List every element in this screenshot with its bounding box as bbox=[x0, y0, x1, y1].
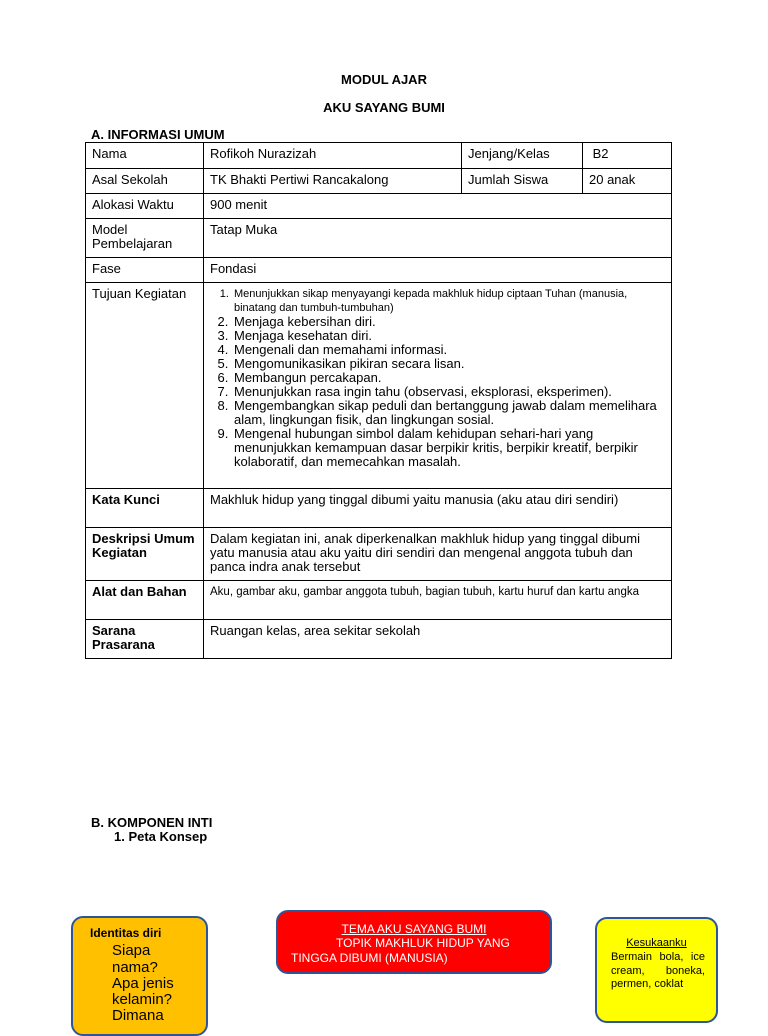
table-row bbox=[86, 620, 672, 659]
alokasi-value: 900 menit bbox=[204, 194, 672, 219]
alat-value: Aku, gambar aku, gambar anggota tubuh, bagian tubuh, kartu huruf dan kartu angka bbox=[204, 581, 672, 620]
identitas-box bbox=[71, 916, 208, 1036]
section-b1-heading: 1. Peta Konsep bbox=[114, 829, 208, 844]
list-item: 8. Mengembangkan sikap peduli dan bertanggung jawab dalam memelihara alam, lingkungan fisik, dan lingkungan sosial. bbox=[232, 399, 665, 427]
list-item: 2. Menjaga kebersihan diri. bbox=[232, 315, 665, 329]
general-info-table bbox=[85, 142, 672, 659]
jumlah-label: Jumlah Siswa bbox=[462, 169, 583, 194]
list-item: 4. Mengenali dan memahami informasi. bbox=[232, 343, 665, 357]
section-a-heading: A. INFORMASI UMUM bbox=[91, 127, 225, 142]
table-row bbox=[86, 283, 672, 489]
table-row bbox=[86, 143, 672, 169]
list-item: 7. Menunjukkan rasa ingin tahu (observasi, eksplorasi, eksperimen). bbox=[232, 385, 665, 399]
list-item: 3. Menjaga kesehatan diri. bbox=[232, 329, 665, 343]
kesukaan-text: Bermain bola, ice cream, boneka, permen, coklat bbox=[611, 951, 705, 990]
sarana-value: Ruangan kelas, area sekitar sekolah bbox=[204, 620, 672, 659]
jumlah-value: 20 anak bbox=[583, 169, 672, 194]
table-row bbox=[86, 581, 672, 620]
tujuan-value bbox=[204, 283, 672, 489]
kata-kunci-value: Makhluk hidup yang tinggal dibumi yaitu manusia (aku atau diri sendiri) bbox=[204, 489, 672, 528]
fase-value: Fondasi bbox=[204, 258, 672, 283]
table-row bbox=[86, 169, 672, 194]
sarana-label: Sarana Prasarana bbox=[86, 620, 204, 659]
tujuan-label: Tujuan Kegiatan bbox=[86, 283, 204, 489]
alokasi-label: Alokasi Waktu bbox=[86, 194, 204, 219]
nama-value: Rofikoh Nurazizah bbox=[204, 143, 462, 169]
document-title: MODUL AJAR bbox=[341, 72, 427, 87]
jenjang-value: B2 bbox=[583, 143, 672, 169]
table-row bbox=[86, 194, 672, 219]
identitas-line: nama? bbox=[112, 959, 158, 976]
identitas-line: Siapa bbox=[112, 942, 151, 959]
identitas-line: Dimana bbox=[112, 1007, 164, 1024]
tema-topic-line2: TINGGA DIBUMI (MANUSIA) bbox=[291, 951, 448, 965]
tema-topic-line1: TOPIK MAKHLUK HIDUP YANG bbox=[336, 936, 510, 950]
table-row bbox=[86, 219, 672, 258]
model-value: Tatap Muka bbox=[204, 219, 672, 258]
identitas-line: Apa jenis bbox=[112, 975, 174, 992]
nama-label: Nama bbox=[86, 143, 204, 169]
document-subtitle: AKU SAYANG BUMI bbox=[323, 100, 445, 115]
kesukaan-heading: Kesukaanku bbox=[626, 937, 687, 949]
jenjang-label: Jenjang/Kelas bbox=[462, 143, 583, 169]
list-item: 5. Mengomunikasikan pikiran secara lisan. bbox=[232, 357, 665, 371]
section-b-heading: B. KOMPONEN INTI bbox=[91, 815, 213, 830]
deskripsi-value: Dalam kegiatan ini, anak diperkenalkan makhluk hidup yang tinggal dibumi yatu manusia atau aku yaitu diri sendiri dan mengenal anggota tubuh dan panca indra anak tersebut bbox=[204, 528, 672, 581]
identitas-line: kelamin? bbox=[112, 991, 173, 1008]
sekolah-value: TK Bhakti Pertiwi Rancakalong bbox=[204, 169, 462, 194]
deskripsi-label: Deskripsi Umum Kegiatan bbox=[86, 528, 204, 581]
list-item: 1. Menunjukkan sikap menyayangi kepada makhluk hidup ciptaan Tuhan (manusia, binatang dan tumbuh-tumbuhan) bbox=[232, 287, 665, 315]
list-item: 6. Membangun percakapan. bbox=[232, 371, 665, 385]
table-row bbox=[86, 528, 672, 581]
tema-box bbox=[276, 910, 552, 974]
kata-kunci-label: Kata Kunci bbox=[86, 489, 204, 528]
tema-title: TEMA AKU SAYANG BUMI bbox=[341, 922, 487, 936]
sekolah-label: Asal Sekolah bbox=[86, 169, 204, 194]
goals-list bbox=[210, 287, 665, 469]
table-row bbox=[86, 489, 672, 528]
alat-label: Alat dan Bahan bbox=[86, 581, 204, 620]
table-row bbox=[86, 258, 672, 283]
model-label: Model Pembelajaran bbox=[86, 219, 204, 258]
fase-label: Fase bbox=[86, 258, 204, 283]
identitas-heading: Identitas diri bbox=[90, 926, 162, 940]
list-item: 9. Mengenal hubungan simbol dalam kehidupan sehari-hari yang menunjukkan kemampuan dasar berpikir kritis, berpikir kreatif, berpikir kolaboratif, dan memecahkan masalah. bbox=[232, 427, 665, 469]
kesukaan-box bbox=[595, 917, 718, 1023]
